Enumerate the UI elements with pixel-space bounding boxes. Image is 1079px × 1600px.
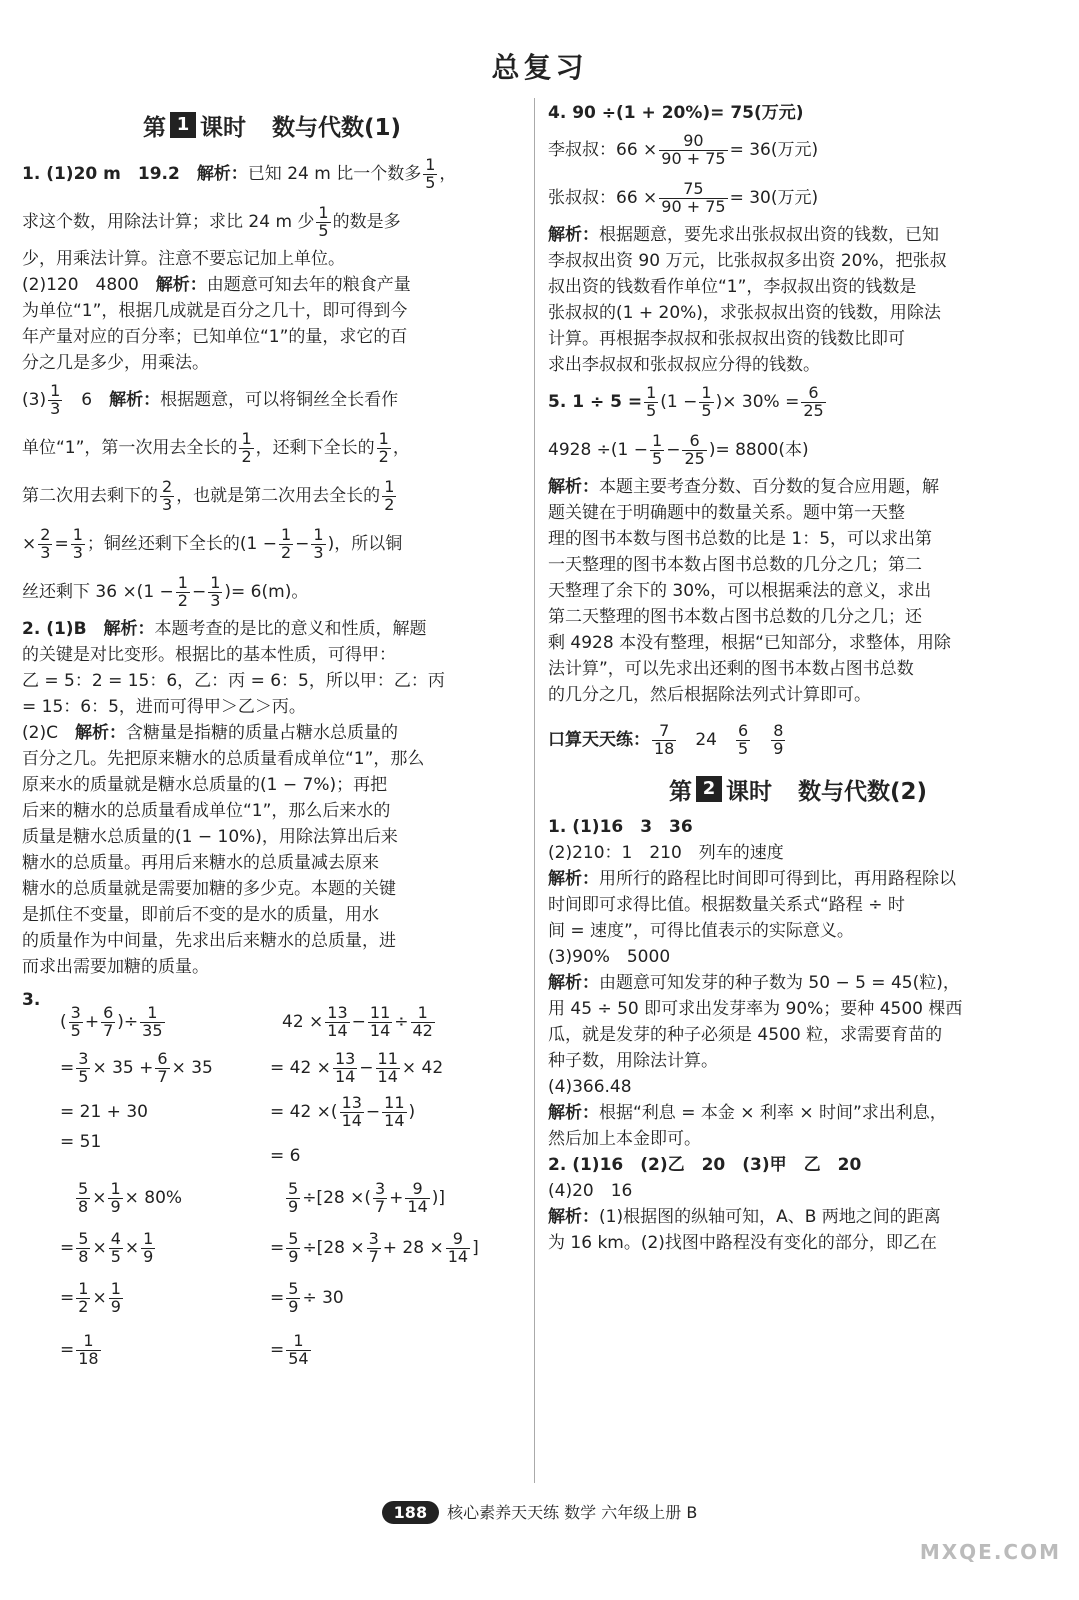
answer-line: 为单位“1”，根据几成就是百分之几十，即可得到今 — [22, 301, 408, 321]
lesson2-heading: 第 2 课时 数与代数(2) — [668, 778, 928, 805]
calc-row: = $\frac{5}{9}$ ÷[28 × $\frac{3}{7}$ + 28 × $\frac{9}{14}$ ] — [270, 1228, 479, 1266]
book-title: 核心素养天天练 数学 六年级上册 B — [447, 1503, 698, 1522]
answer-line: 糖水的总质量就是需要加糖的多少克。本题的关键 — [22, 879, 396, 899]
calc-row: ( $\frac{3}{5}$ + $\frac{6}{7}$ )÷ $\frac{1}{35}$ — [60, 1002, 163, 1040]
calc-row: 42 × $\frac{13}{14}$ − $\frac{11}{14}$ ÷ $\frac{1}{42}$ — [282, 1002, 433, 1040]
answer-line: 而求出需要加糖的质量。 — [22, 957, 209, 977]
calc-row: = $\frac{3}{5}$ × 35 + $\frac{6}{7}$ × 35 — [60, 1048, 213, 1086]
page-number: 188 — [382, 1501, 439, 1524]
fraction: $\frac{1}{3}$ — [72, 524, 83, 562]
answer-line: 1. (1)16 3 36 — [548, 817, 693, 837]
answer-line: 年产量对应的百分率；已知单位“1”的量，求它的百 — [22, 327, 408, 347]
answer-line: 少，用乘法计算。注意不要忘记加上单位。 — [22, 249, 345, 269]
fraction: $\frac{1}{2}$ — [280, 524, 292, 562]
answer-line: (3)90% 5000 — [548, 947, 671, 967]
right-column — [548, 100, 1048, 1256]
calc-row: = 6 — [270, 1146, 301, 1166]
answer-line: 质量是糖水总质量的(1 − 10%)，用除法算出后来 — [22, 827, 398, 847]
fraction: $\frac{1}{2}$ — [384, 476, 395, 514]
answer-line: 时间即可求得比值。根据数量关系式“路程 ÷ 时 — [548, 895, 905, 915]
answer-line: 解析：本题主要考查分数、百分数的复合应用题，解 — [548, 477, 939, 497]
answer-line: 天整理了余下的 30%，可以根据乘法的意义，求出 — [548, 581, 932, 601]
calc-row: = 21 + 30 — [60, 1102, 148, 1122]
question-number: 3. — [22, 990, 41, 1010]
calc-row: = $\frac{5}{9}$ ÷ 30 — [270, 1278, 344, 1316]
fraction: $\frac{1}{3}$ — [50, 380, 61, 418]
answer-line: (4)20 16 — [548, 1181, 633, 1201]
fraction: $\frac{1}{3}$ — [313, 524, 324, 562]
answer-line: 剩 4928 本没有整理，根据“已知部分，求整体，用除 — [548, 633, 951, 653]
answer-line: 后来的糖水的总质量看成单位“1”，那么后来水的 — [22, 801, 391, 821]
answer-line: (2)210：1 210 列车的速度 — [548, 843, 784, 863]
answer-line: 原来水的质量就是糖水总质量的(1 − 7%)；再把 — [22, 775, 388, 795]
answer-line: 的几分之几，然后根据除法列式计算即可。 — [548, 685, 871, 705]
calc-row: = $\frac{1}{54}$ — [270, 1330, 309, 1368]
lesson-number-badge: 2 — [696, 776, 722, 802]
answer-line: 单位“1”，第一次用去全长的 $\frac{1}{2}$ ，还剩下全长的 $\frac{1}{2}$ ， — [22, 428, 410, 466]
answer-line: 求这个数，用除法计算；求比 24 m 少 $\frac{1}{5}$ 的数是多 — [22, 202, 401, 240]
answer-line: 丝还剩下 36 ×(1 − $\frac{1}{2}$ − $\frac{1}{3}$ )= 6(m)。 — [22, 572, 309, 610]
calc-row: $\frac{5}{9}$ ÷[28 ×( $\frac{3}{7}$ + $\frac{9}{14}$ )] — [288, 1178, 446, 1216]
answer-line: 题关键在于明确题中的数量关系。题中第一天整 — [548, 503, 905, 523]
column-divider — [534, 98, 535, 1483]
answer-line: 然后加上本金即可。 — [548, 1129, 701, 1149]
answer-line: 张叔叔的(1 + 20%)，求张叔叔出资的钱数，用除法 — [548, 303, 941, 323]
answer-line: 解析：根据“利息 = 本金 × 利率 × 时间”求出利息， — [548, 1103, 947, 1123]
answer-line: 的质量作为中间量，先求出后来糖水的总质量，进 — [22, 931, 396, 951]
mental-math-line: 口算天天练： $\frac{7}{18}$ 24 $\frac{6}{5}$ $\frac{8}{9}$ — [548, 720, 784, 758]
answer-line: 法计算”，可以先求出还剩的图书本数占图书总数 — [548, 659, 914, 679]
answer-line: × $\frac{2}{3}$ = $\frac{1}{3}$ ；铜丝还剩下全长的(1 − $\frac{1}{2}$ − $\frac{1}{3}$ )，所以铜 — [22, 524, 403, 562]
answer-line: 百分之几。先把原来糖水的总质量看成单位“1”，那么 — [22, 749, 425, 769]
answer-line: 乙 = 5：2 = 15：6，乙：丙 = 6：5，所以甲：乙：丙 — [22, 671, 445, 691]
answer-line: 计算。再根据李叔叔和张叔叔出资的钱数比即可 — [548, 329, 905, 349]
watermark-logo: MXQE.COM — [919, 1540, 1061, 1564]
answer-line: 解析：根据题意，要先求出张叔叔出资的钱数，已知 — [548, 225, 939, 245]
answer-line: 为 16 km。(2)找图中路程没有变化的部分，即乙在 — [548, 1233, 937, 1253]
calculation-block — [22, 980, 522, 1380]
answer-line: 解析：(1)根据图的纵轴可知，A、B 两地之间的距离 — [548, 1207, 941, 1227]
answer-line: 解析：用所行的路程比时间即可得到比，再用路程除以 — [548, 869, 956, 889]
answer-line: 一天整理的图书本数占图书总数的几分之几；第二 — [548, 555, 922, 575]
lesson1-heading: 第 1 课时 数与代数(1) — [142, 114, 402, 141]
fraction: $\frac{2}{3}$ — [162, 476, 173, 514]
answer-line: (2)C 解析：含糖量是指糖的质量占糖水总质量的 — [22, 723, 398, 743]
calc-row: = 51 — [60, 1132, 102, 1152]
calc-row: $\frac{5}{8}$ × $\frac{1}{9}$ × 80% — [78, 1178, 183, 1216]
answer-line: 1. (1)20 m 19.2 解析：已知 24 m 比一个数多 $\frac{1}{5}$ ， — [22, 154, 457, 192]
calc-row: = $\frac{5}{8}$ × $\frac{4}{5}$ × $\frac{1}{9}$ — [60, 1228, 154, 1266]
calc-row: = $\frac{1}{2}$ × $\frac{1}{9}$ — [60, 1278, 121, 1316]
answer-line: 是抓住不变量，即前后不变的是水的质量，用水 — [22, 905, 379, 925]
fraction: $\frac{1}{5}$ — [318, 202, 329, 240]
answer-line: 李叔叔出资 90 万元，比张叔叔多出资 20%，把张叔 — [548, 251, 947, 271]
answer-line: 的关键是对比变形。根据比的基本性质，可得甲： — [22, 645, 396, 665]
answer-line: 2. (1)16 (2)乙 20 (3)甲 乙 20 — [548, 1155, 862, 1175]
answer-line: 李叔叔：66 × $\frac{90}{90 + 75}$ = 36(万元) — [548, 130, 819, 168]
answer-line: 解析：由题意可知发芽的种子数为 50 − 5 = 45(粒)， — [548, 973, 960, 993]
answer-line: 叔出资的钱数看作单位“1”，李叔叔出资的钱数是 — [548, 277, 917, 297]
answer-line: (3) $\frac{1}{3}$ 6 解析：根据题意，可以将铜丝全长看作 — [22, 380, 399, 418]
fraction: $\frac{1}{2}$ — [378, 428, 389, 466]
answer-line: (4)366.48 — [548, 1077, 632, 1097]
answer-line: 糖水的总质量。再用后来糖水的总质量减去原来 — [22, 853, 379, 873]
answer-line: 用 45 ÷ 50 即可求出发芽率为 90%；要种 4500 棵西 — [548, 999, 963, 1019]
answer-line: 分之几是多少，用乘法。 — [22, 353, 209, 373]
answer-line: 第二天整理的图书本数占图书总数的几分之几；还 — [548, 607, 922, 627]
fraction: $\frac{1}{5}$ — [425, 154, 436, 192]
calc-row: = $\frac{1}{18}$ — [60, 1330, 99, 1368]
answer-line: 理的图书本数与图书总数的比是 1：5，可以求出第 — [548, 529, 933, 549]
answer-line: 张叔叔：66 × $\frac{75}{90 + 75}$ = 30(万元) — [548, 178, 819, 216]
calc-row: = 42 × $\frac{13}{14}$ − $\frac{11}{14}$ × 42 — [270, 1048, 444, 1086]
fraction: $\frac{1}{2}$ — [241, 428, 252, 466]
answer-line: 2. (1)B 解析：本题考查的是比的意义和性质，解题 — [22, 619, 427, 639]
answer-line: 瓜，就是发芽的种子必须是 4500 粒，求需要育苗的 — [548, 1025, 943, 1045]
page-footer — [0, 1500, 1079, 1524]
answer-line: 种子数，用除法计算。 — [548, 1051, 718, 1071]
lesson-number-badge: 1 — [170, 112, 196, 138]
answer-line: 间 = 速度”，可得比值表示的实际意义。 — [548, 921, 854, 941]
page-title: 总复习 — [491, 51, 588, 84]
fraction: $\frac{2}{3}$ — [40, 524, 51, 562]
answer-line: 第二次用去剩下的 $\frac{2}{3}$ ，也就是第二次用去全长的 $\frac{1}{2}$ — [22, 476, 395, 514]
fraction: $\frac{1}{3}$ — [210, 572, 221, 610]
answer-line: 求出李叔叔和张叔叔应分得的钱数。 — [548, 355, 820, 375]
calc-row: = 42 ×( $\frac{13}{14}$ − $\frac{11}{14}$ ) — [270, 1092, 416, 1130]
fraction: $\frac{1}{2}$ — [177, 572, 188, 610]
answer-line: = 15：6：5，进而可得甲＞乙＞丙。 — [22, 697, 306, 717]
answer-line: 5. 1 ÷ 5 = $\frac{1}{5}$ (1 − $\frac{1}{5}$ )× 30% = $\frac{6}{25}$ — [548, 382, 824, 420]
left-column — [22, 100, 522, 1380]
answer-line: 4. 90 ÷(1 + 20%)= 75(万元) — [548, 103, 804, 123]
answer-line: 4928 ÷(1 − $\frac{1}{5}$ − $\frac{6}{25}$ )= 8800(本) — [548, 430, 809, 468]
answer-line: (2)120 4800 解析：由题意可知去年的粮食产量 — [22, 275, 411, 295]
